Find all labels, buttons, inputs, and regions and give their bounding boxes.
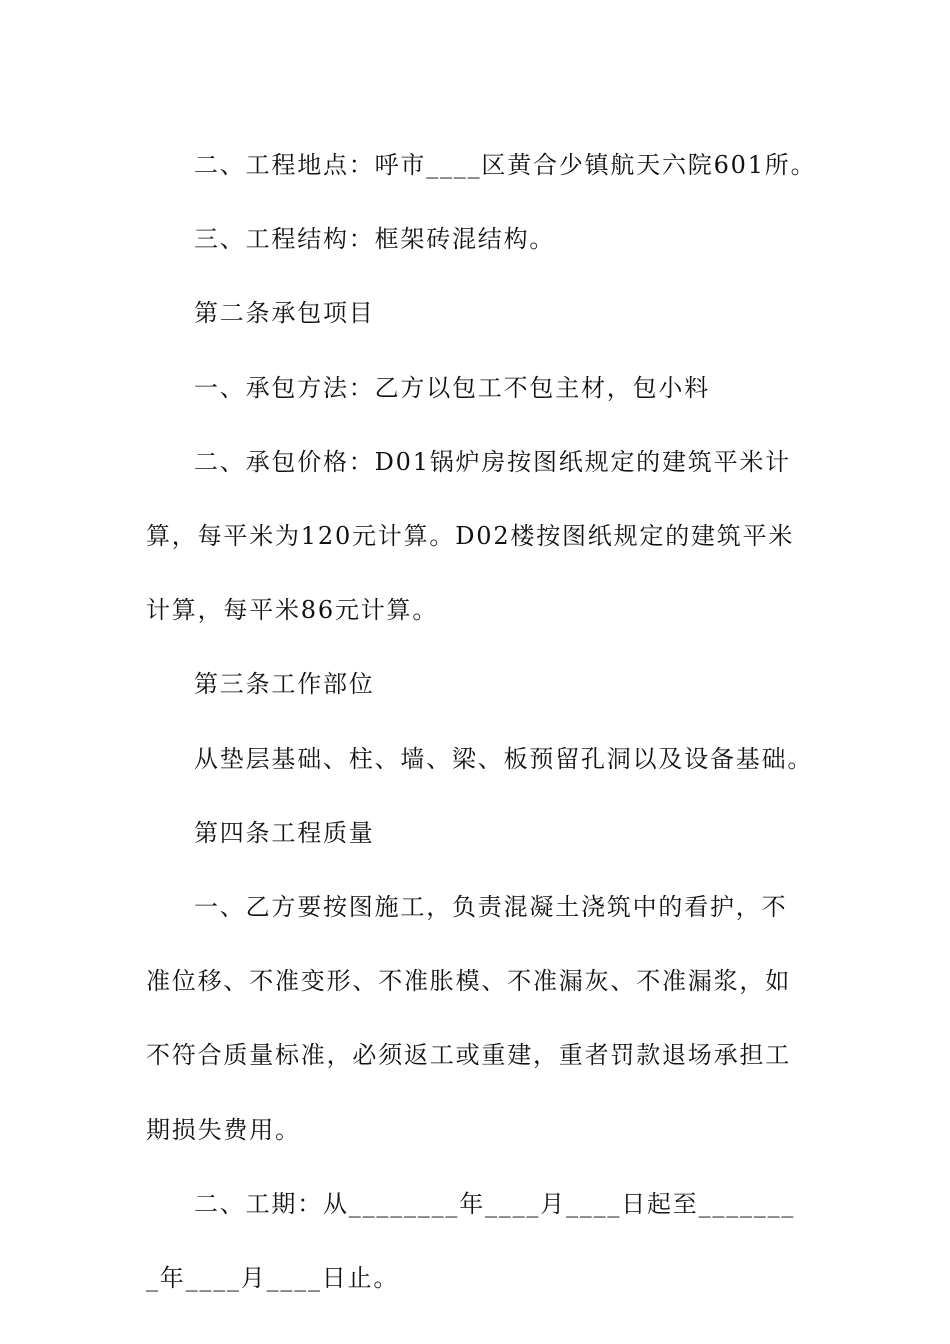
section-heading-contract-items: 第二条承包项目 [194,299,375,328]
paragraph-location: 二、工程地点：呼市____区黄合少镇航天六院601所。 [194,151,817,179]
paragraph-structure: 三、工程结构：框架砖混结构。 [194,225,556,254]
paragraph-quality-requirements: 一、乙方要按图施工，负责混凝土浇筑中的看护，不准位移、不准变形、不准胀模、不准漏灰、不准漏浆，如不符合质量标准，必须返工或重建，重者罚款退场承担工期损失费用。 [146,893,791,1144]
paragraph-contract-method: 一、承包方法：乙方以包工不包主材，包小料 [194,373,710,402]
section-heading-work-scope: 第三条工作部位 [194,670,375,699]
paragraph-contract-price: 二、承包价格：D01锅炉房按图纸规定的建筑平米计算，每平米为120元计算。D02楼按图纸规定的建筑平米计算，每平米86元计算。 [146,447,795,625]
paragraph-construction-period: 二、工期：从________年____月____日起至________年____月____日止。 [146,1189,796,1293]
paragraph-work-scope: 从垫层基础、柱、墙、梁、板预留孔洞以及设备基础。 [194,744,814,773]
section-heading-quality: 第四条工程质量 [194,818,375,847]
document-body [146,128,817,1315]
